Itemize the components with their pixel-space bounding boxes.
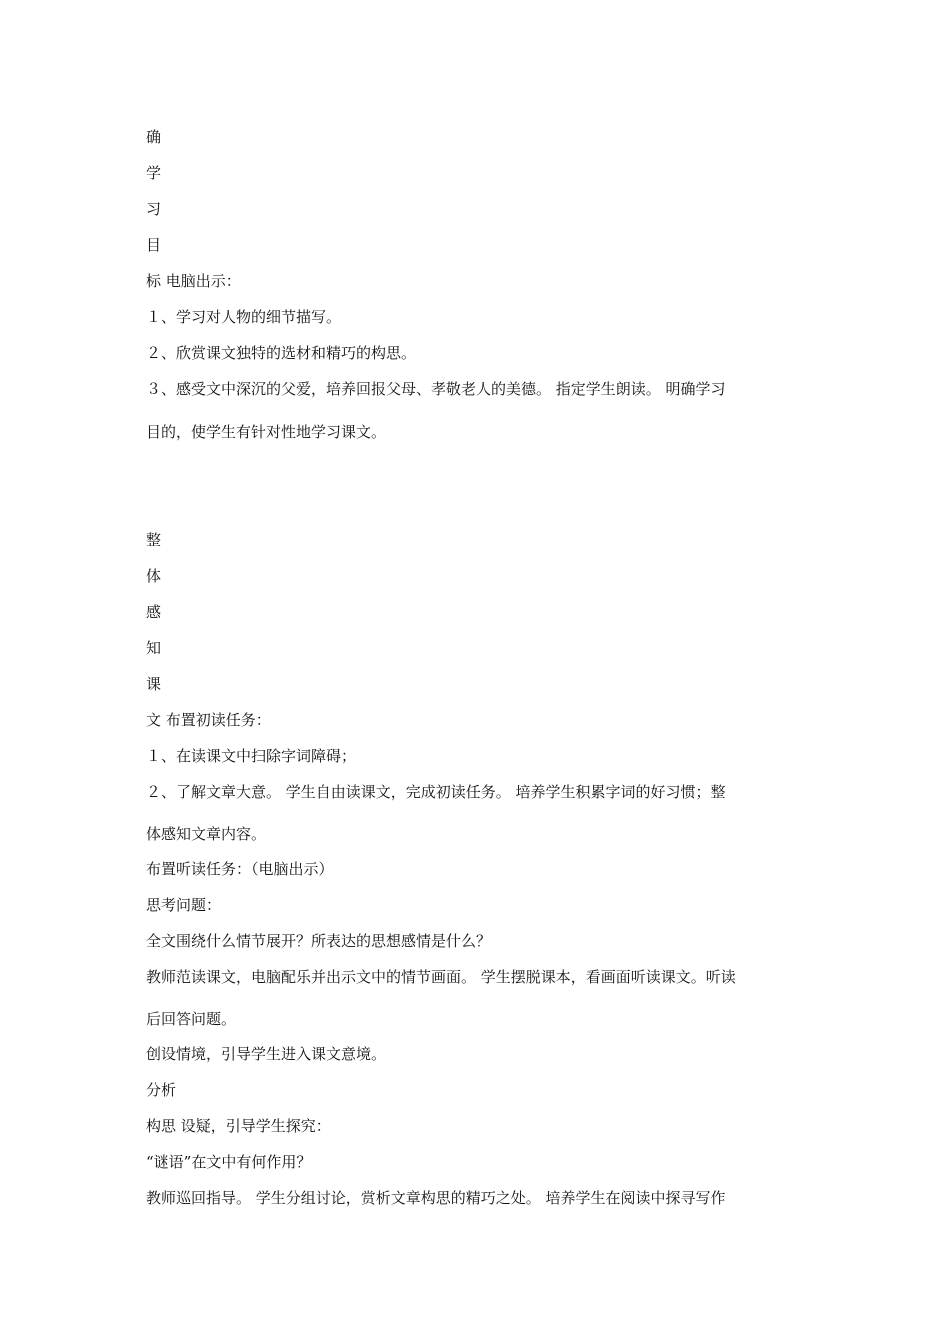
text-line: 分析 — [146, 1081, 177, 1099]
text-line: 课 — [146, 675, 162, 693]
text-line: 构思 设疑，引导学生探究： — [146, 1117, 331, 1135]
text-line: １、在读课文中扫除字词障碍； — [146, 747, 357, 765]
text-line: 教师巡回指导。 学生分组讨论，赏析文章构思的精巧之处。 培养学生在阅读中探寻写作 — [146, 1189, 726, 1207]
text-line: 习 — [146, 200, 162, 218]
text-line: 布置听读任务：（电脑出示） — [146, 860, 334, 878]
text-line: 思考问题： — [146, 896, 222, 914]
text-line: 整 — [146, 531, 162, 549]
text-line: ２、欣赏课文独特的选材和精巧的构思。 — [146, 344, 417, 362]
text-line: “谜语”在文中有何作用？ — [146, 1153, 312, 1171]
text-line: 全文围绕什么情节展开？所表达的思想感情是什么？ — [146, 932, 492, 950]
text-line: 目的，使学生有针对性地学习课文。 — [146, 423, 387, 441]
text-line: 体 — [146, 567, 162, 585]
text-line: ２、了解文章大意。 学生自由读课文，完成初读任务。 培养学生积累字词的好习惯；整 — [146, 783, 726, 801]
text-line: 知 — [146, 639, 162, 657]
text-line: 体感知文章内容。 — [146, 825, 267, 843]
text-line: 文 布置初读任务： — [146, 711, 271, 729]
text-line: 确 — [146, 128, 162, 146]
text-line: １、学习对人物的细节描写。 — [146, 308, 342, 326]
text-line: 创设情境，引导学生进入课文意境。 — [146, 1045, 387, 1063]
text-line: 标 电脑出示： — [146, 272, 241, 290]
text-line: 目 — [146, 236, 162, 254]
text-line: 后回答问题。 — [146, 1010, 237, 1028]
text-line: 教师范读课文，电脑配乐并出示文中的情节画面。 学生摆脱课本，看画面听读课文。听读 — [146, 968, 736, 986]
text-line: 感 — [146, 603, 162, 621]
text-line: ３、感受文中深沉的父爱，培养回报父母、孝敬老人的美德。 指定学生朗读。 明确学习 — [146, 380, 726, 398]
text-line: 学 — [146, 164, 162, 182]
